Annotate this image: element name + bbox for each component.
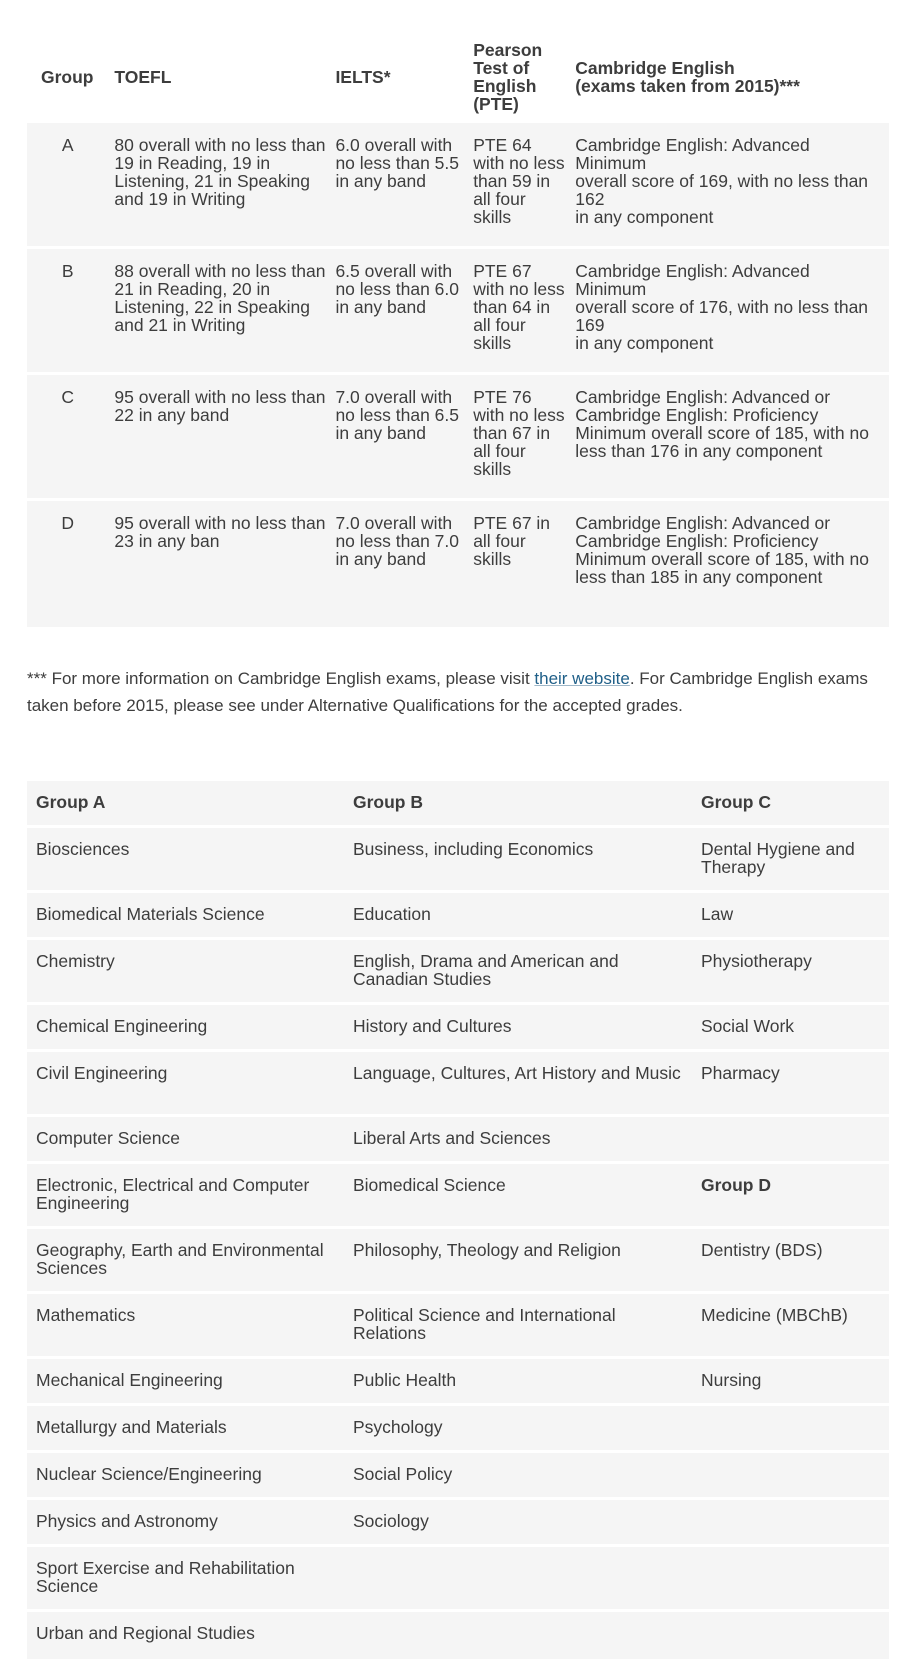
table-row xyxy=(27,1229,889,1294)
group-c-heading: Group C xyxy=(692,781,889,828)
header-ielts: IELTS* xyxy=(335,67,391,87)
group-a-subject: Biomedical Materials Science xyxy=(27,893,344,940)
score-table-header-row xyxy=(27,31,889,123)
group-c-subject: Dental Hygiene and Therapy xyxy=(692,828,889,893)
group-b-subject: Biomedical Science xyxy=(344,1164,692,1229)
group-a-subject: Civil Engineering xyxy=(27,1052,344,1117)
table-row xyxy=(27,1359,889,1406)
score-ielts: 7.0 overall with no less than 7.0 in any band xyxy=(335,501,473,627)
group-c-subject: Social Work xyxy=(692,1005,889,1052)
header-cambridge: Cambridge English (exams taken from 2015)*** xyxy=(575,58,800,96)
group-b-subject: English, Drama and American and Canadian Studies xyxy=(344,940,692,1005)
group-a-subject: Nuclear Science/Engineering xyxy=(27,1453,344,1500)
score-toefl: 80 overall with no less than 19 in Reading, 19 in Listening, 21 in Speaking and 19 in Writing xyxy=(114,123,335,249)
group-d-heading: Group D xyxy=(692,1164,889,1229)
empty-cell xyxy=(692,1406,889,1453)
score-pte: PTE 67 with no less than 64 in all four skills xyxy=(473,249,575,375)
score-ielts: 6.0 overall with no less than 5.5 in any band xyxy=(335,123,473,249)
table-row xyxy=(27,893,889,940)
score-row-a xyxy=(27,123,889,249)
group-b-subject: Liberal Arts and Sciences xyxy=(344,1117,692,1164)
table-row xyxy=(27,1117,889,1164)
group-c-subject: Pharmacy xyxy=(692,1052,889,1117)
group-a-heading: Group A xyxy=(27,781,344,828)
header-toefl: TOEFL xyxy=(114,67,172,87)
score-group: A xyxy=(27,123,114,249)
score-cambridge: Cambridge English: Advanced or Cambridge English: Proficiency Minimum overall score of 185, with no less than 185 in any component xyxy=(575,501,889,627)
group-a-subject: Electronic, Electrical and Computer Engineering xyxy=(27,1164,344,1229)
their-website-link[interactable]: their website xyxy=(534,669,630,688)
group-d-subject: Dentistry (BDS) xyxy=(692,1229,889,1294)
table-row xyxy=(27,1547,889,1612)
group-b-subject: Public Health xyxy=(344,1359,692,1406)
group-a-subject: Chemical Engineering xyxy=(27,1005,344,1052)
group-a-subject: Mechanical Engineering xyxy=(27,1359,344,1406)
empty-cell xyxy=(692,1547,889,1612)
group-b-subject: Language, Cultures, Art History and Music xyxy=(344,1052,692,1117)
table-row xyxy=(27,828,889,893)
group-a-subject: Urban and Regional Studies xyxy=(27,1612,344,1659)
table-row xyxy=(27,1294,889,1359)
footnote-text-after: . For Cambridge English exams taken before 2015, please see under Alternative Qualifications for the accepted grades. xyxy=(27,669,868,715)
group-a-subject: Chemistry xyxy=(27,940,344,1005)
group-a-subject: Physics and Astronomy xyxy=(27,1500,344,1547)
empty-cell xyxy=(344,1547,692,1612)
group-a-subject: Geography, Earth and Environmental Sciences xyxy=(27,1229,344,1294)
score-pte: PTE 76 with no less than 67 in all four skills xyxy=(473,375,575,501)
group-b-heading: Group B xyxy=(344,781,692,828)
score-row-c xyxy=(27,375,889,501)
score-toefl: 95 overall with no less than 22 in any band xyxy=(114,375,335,501)
group-b-subject: Social Policy xyxy=(344,1453,692,1500)
group-a-subject: Mathematics xyxy=(27,1294,344,1359)
score-cambridge: Cambridge English: Advanced or Cambridge English: Proficiency Minimum overall score of 185, with no less than 176 in any component xyxy=(575,375,889,501)
score-row-b xyxy=(27,249,889,375)
header-pte: Pearson Test of English (PTE) xyxy=(473,40,543,114)
score-toefl: 88 overall with no less than 21 in Reading, 20 in Listening, 22 in Speaking and 21 in Writing xyxy=(114,249,335,375)
score-group: C xyxy=(27,375,114,501)
score-cambridge: Cambridge English: Advanced Minimum overall score of 176, with no less than 169 in any component xyxy=(575,249,889,375)
score-row-d xyxy=(27,501,889,627)
header-group: Group xyxy=(41,67,94,87)
score-pte: PTE 67 in all four skills xyxy=(473,501,575,627)
group-a-subject: Metallurgy and Materials xyxy=(27,1406,344,1453)
score-group: B xyxy=(27,249,114,375)
english-score-table xyxy=(27,31,889,627)
table-row xyxy=(27,1164,889,1229)
table-row xyxy=(27,1612,889,1659)
table-row xyxy=(27,940,889,1005)
group-a-subject: Sport Exercise and Rehabilitation Science xyxy=(27,1547,344,1612)
group-a-subject: Biosciences xyxy=(27,828,344,893)
groups-header-row xyxy=(27,781,889,828)
table-row xyxy=(27,1005,889,1052)
group-c-subject: Physiotherapy xyxy=(692,940,889,1005)
group-b-subject: Philosophy, Theology and Religion xyxy=(344,1229,692,1294)
group-b-subject: Sociology xyxy=(344,1500,692,1547)
table-row xyxy=(27,1500,889,1547)
empty-cell xyxy=(692,1612,889,1659)
group-b-subject: Education xyxy=(344,893,692,940)
subject-groups-table xyxy=(27,781,889,1659)
score-cambridge: Cambridge English: Advanced Minimum overall score of 169, with no less than 162 in any component xyxy=(575,123,889,249)
score-ielts: 6.5 overall with no less than 6.0 in any band xyxy=(335,249,473,375)
score-ielts: 7.0 overall with no less than 6.5 in any band xyxy=(335,375,473,501)
group-d-subject: Nursing xyxy=(692,1359,889,1406)
table-row xyxy=(27,1453,889,1500)
empty-cell xyxy=(692,1500,889,1547)
table-row xyxy=(27,1406,889,1453)
group-a-subject: Computer Science xyxy=(27,1117,344,1164)
group-d-subject: Medicine (MBChB) xyxy=(692,1294,889,1359)
cambridge-footnote xyxy=(27,665,887,719)
table-row xyxy=(27,1052,889,1117)
empty-cell xyxy=(344,1612,692,1659)
group-b-subject: Political Science and International Relations xyxy=(344,1294,692,1359)
score-toefl: 95 overall with no less than 23 in any ban xyxy=(114,501,335,627)
group-c-subject: Law xyxy=(692,893,889,940)
group-b-subject: Business, including Economics xyxy=(344,828,692,893)
group-c-subject xyxy=(692,1117,889,1164)
score-pte: PTE 64 with no less than 59 in all four skills xyxy=(473,123,575,249)
footnote-text-before: *** For more information on Cambridge English exams, please visit xyxy=(27,669,535,688)
score-group: D xyxy=(27,501,114,627)
empty-cell xyxy=(692,1453,889,1500)
group-b-subject: History and Cultures xyxy=(344,1005,692,1052)
group-b-subject: Psychology xyxy=(344,1406,692,1453)
